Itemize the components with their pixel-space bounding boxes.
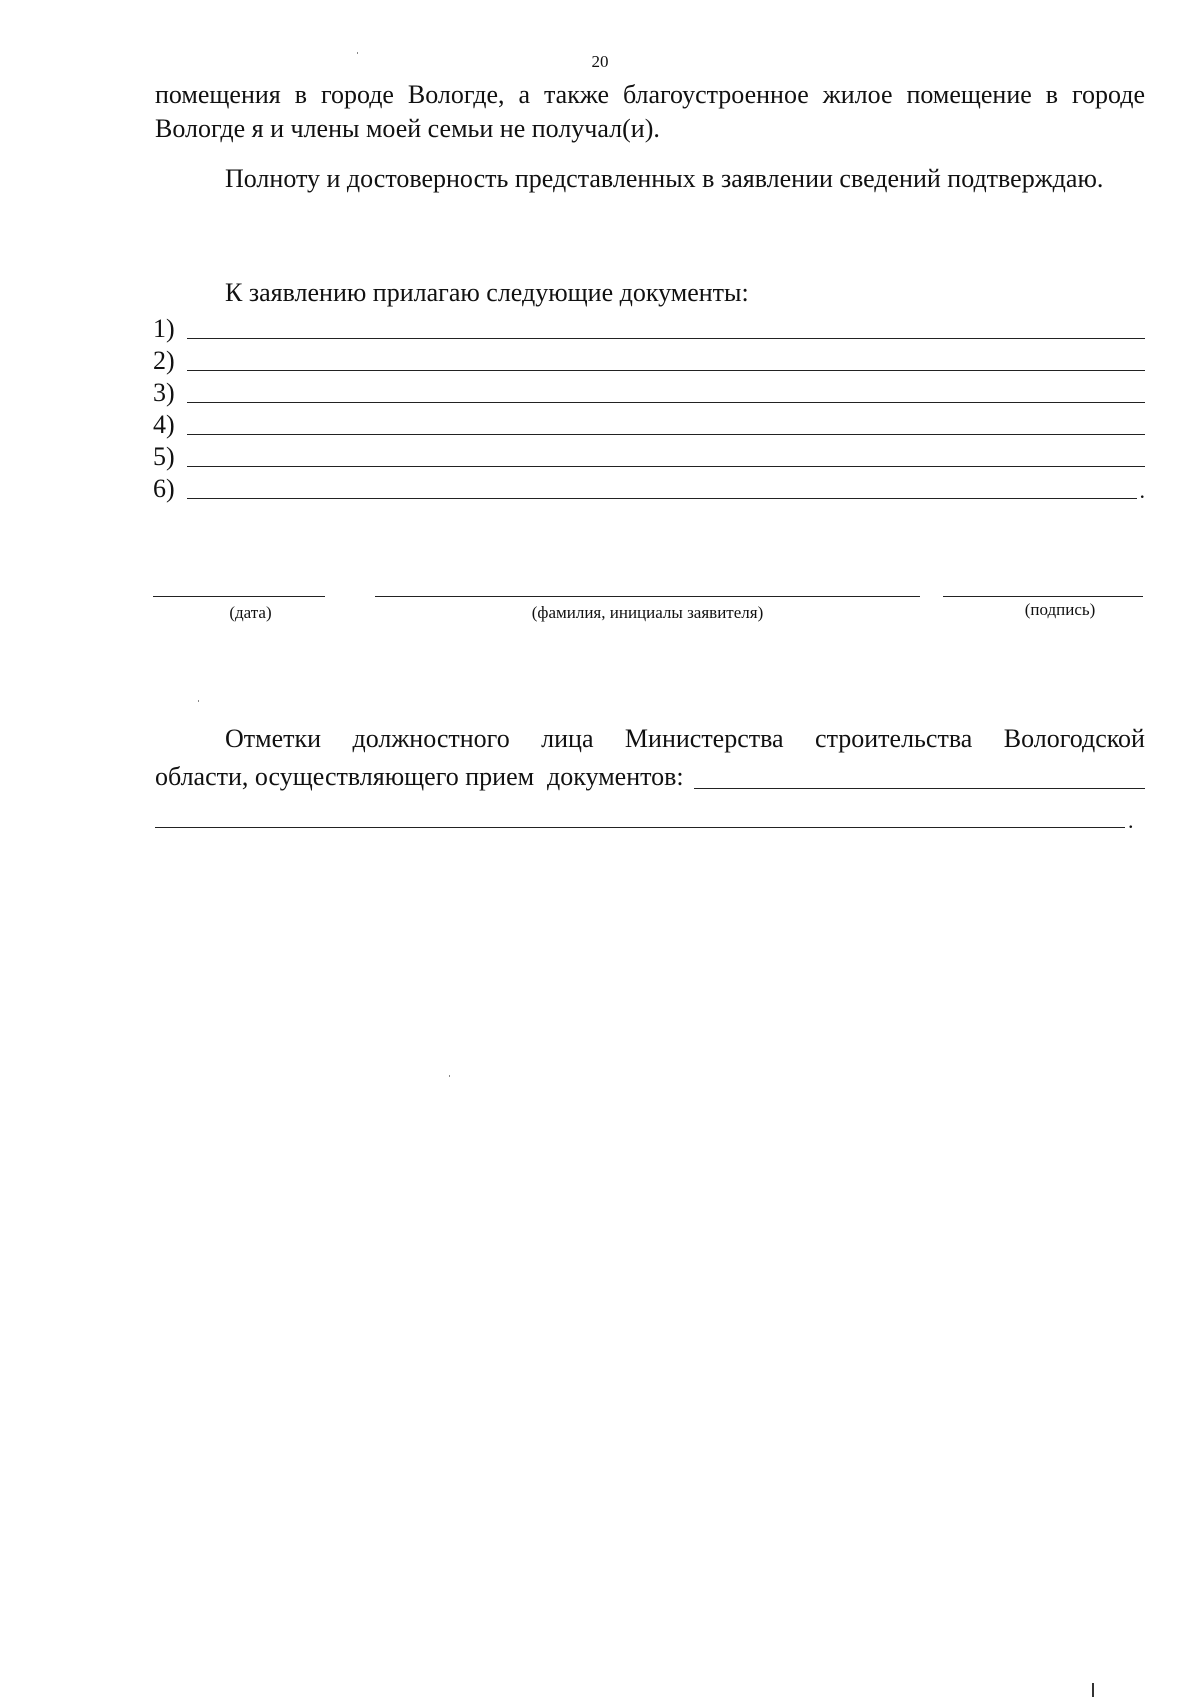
official-marks-paragraph bbox=[155, 720, 1145, 834]
name-caption: (фамилия, инициалы заявителя) bbox=[531, 603, 764, 622]
attachment-blank-line bbox=[187, 478, 1137, 499]
attachments-list bbox=[153, 312, 1145, 504]
attachment-number: 4) bbox=[153, 410, 175, 439]
attachment-blank-line bbox=[187, 382, 1145, 403]
attachment-number: 2) bbox=[153, 346, 175, 375]
official-marks-line-3 bbox=[155, 796, 1145, 834]
attachment-blank-line bbox=[187, 446, 1145, 467]
attachment-number: 5) bbox=[153, 442, 175, 471]
attachment-row-4 bbox=[153, 408, 1145, 440]
attachment-blank-line bbox=[187, 414, 1145, 435]
scan-speck bbox=[449, 1075, 450, 1077]
official-marks-line-2 bbox=[155, 758, 1145, 796]
official-marks-word: Министерства bbox=[624, 724, 784, 753]
paragraph-confirmation: Полноту и достоверность представленных в заявлении сведений подтверждаю. bbox=[225, 164, 1104, 193]
name-line bbox=[375, 596, 920, 597]
attachments-heading: К заявлению прилагаю следующие документы: bbox=[225, 278, 749, 307]
official-marks-end-mark: . bbox=[1128, 808, 1134, 833]
attachment-row-3 bbox=[153, 376, 1145, 408]
date-line bbox=[153, 596, 325, 597]
page-number: 20 bbox=[591, 52, 609, 71]
attachment-blank-line bbox=[187, 350, 1145, 371]
date-caption: (дата) bbox=[229, 603, 272, 622]
official-marks-word: должностного bbox=[352, 724, 510, 753]
attachment-number: 1) bbox=[153, 314, 175, 343]
attachment-row-5 bbox=[153, 440, 1145, 472]
official-marks-blank-line bbox=[694, 764, 1145, 789]
official-marks-word: Отметки bbox=[225, 724, 322, 753]
official-marks-text: области, осуществляющего прием документов: bbox=[155, 762, 684, 791]
attachment-row-2 bbox=[153, 344, 1145, 376]
attachment-row-6 bbox=[153, 472, 1145, 504]
official-marks-blank-line bbox=[155, 807, 1125, 828]
attachment-number: 3) bbox=[153, 378, 175, 407]
attachments-end-mark: . bbox=[1139, 478, 1145, 503]
official-marks-line-1 bbox=[155, 720, 1145, 758]
paragraph-housing-statement: помещения в городе Вологде, а также благоустроенное жилое помещение в городе Вологде я и члены моей семьи не получал(и). bbox=[155, 80, 1145, 143]
official-marks-word: Вологодской bbox=[1003, 724, 1145, 753]
official-marks-word: строительства bbox=[815, 724, 973, 753]
scan-speck bbox=[198, 700, 199, 702]
attachment-blank-line bbox=[187, 318, 1145, 339]
official-marks-word: лица bbox=[541, 724, 594, 753]
scan-speck bbox=[1092, 1683, 1094, 1697]
scan-speck bbox=[357, 52, 358, 54]
signature-caption: (подпись) bbox=[1024, 600, 1096, 619]
signature-line bbox=[943, 596, 1143, 597]
attachment-number: 6) bbox=[153, 474, 175, 503]
attachment-row-1 bbox=[153, 312, 1145, 344]
